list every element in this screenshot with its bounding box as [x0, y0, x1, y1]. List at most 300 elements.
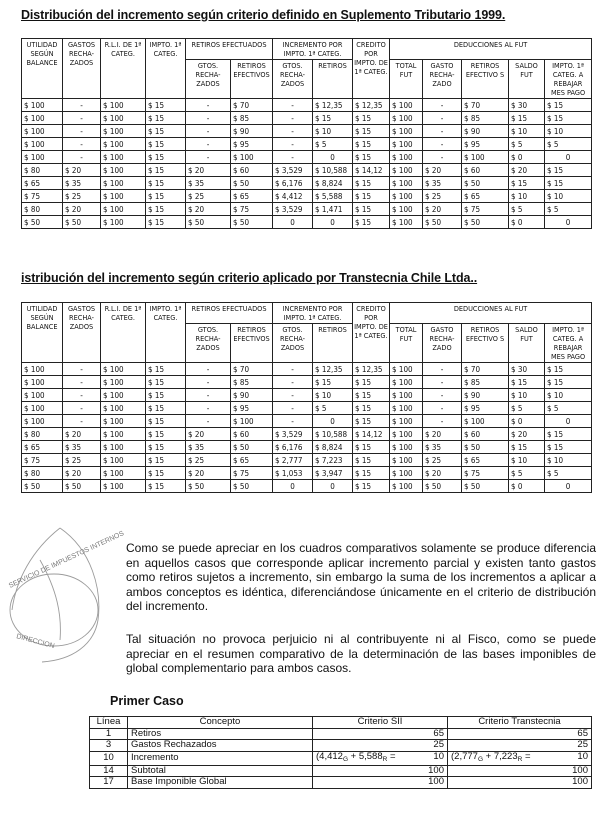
cell-utilidad: $ 100 — [22, 112, 63, 125]
cell-gastos-rechazados: - — [63, 125, 101, 138]
table-row — [22, 363, 592, 376]
cell-gastos-rechazados: $ 35 — [63, 177, 101, 190]
cell-saldo-fut: $ 5 — [509, 467, 545, 480]
cell-retiro-gtos-rechazados: - — [186, 376, 231, 389]
table-row — [22, 441, 592, 454]
case-concepto: Retiros — [128, 728, 313, 740]
cell-saldo-fut: $ 10 — [509, 190, 545, 203]
cell-utilidad: $ 50 — [22, 480, 63, 493]
cell-total-fut: $ 100 — [390, 151, 423, 164]
cell-credito: $ 14,12 — [353, 428, 390, 441]
cell-saldo-fut: $ 15 — [509, 177, 545, 190]
cell-utilidad: $ 80 — [22, 428, 63, 441]
cell-saldo-fut: $ 15 — [509, 376, 545, 389]
table-body-sii — [22, 99, 592, 229]
cell-total-fut: $ 100 — [390, 177, 423, 190]
cell-credito: $ 12,35 — [353, 363, 390, 376]
cell-impto-rebajar: $ 10 — [545, 454, 592, 467]
cell-credito: $ 15 — [353, 467, 390, 480]
cell-retiros-efectivos-fut: $ 85 — [462, 376, 509, 389]
cell-saldo-fut: $ 5 — [509, 138, 545, 151]
cell-gastos-rechazados: $ 35 — [63, 441, 101, 454]
cell-gasto-rechazado: $ 25 — [423, 190, 462, 203]
cell-retiros-efectivos-fut: $ 50 — [462, 441, 509, 454]
cell-impto-rebajar: 0 — [545, 480, 592, 493]
header-total-fut: TOTAL FUT — [390, 60, 423, 99]
header-utilidad: UTILIDAD SEGÚN BALANCE — [22, 303, 63, 363]
cell-inc-retiros: $ 15 — [313, 112, 353, 125]
paragraph-conclusion: Tal situación no provoca perjuicio ni al contribuyente ni al Fisco, como se puede apreciar en el resumen comparativo de la determinación de las bases imponibles de global complementario para ambos casos. — [126, 632, 596, 675]
cell-credito: $ 14,12 — [353, 164, 390, 177]
table-row — [22, 177, 592, 190]
cell-gasto-rechazado: $ 25 — [423, 454, 462, 467]
cell-impto-rebajar: 0 — [545, 216, 592, 229]
cell-gastos-rechazados: - — [63, 138, 101, 151]
cell-retiros-efectivos: $ 50 — [231, 177, 273, 190]
case-sii-value: 100 — [313, 765, 448, 777]
cell-retiro-gtos-rechazados: - — [186, 402, 231, 415]
cell-retiros-efectivos-fut: $ 85 — [462, 112, 509, 125]
cell-saldo-fut: $ 5 — [509, 402, 545, 415]
cell-rli: $ 100 — [101, 376, 146, 389]
cell-retiro-gtos-rechazados: $ 20 — [186, 428, 231, 441]
cell-impto: $ 15 — [146, 216, 186, 229]
cell-inc-gtos-rechazados: - — [273, 363, 313, 376]
cell-rli: $ 100 — [101, 402, 146, 415]
cell-inc-gtos-rechazados: - — [273, 415, 313, 428]
cell-impto-rebajar: $ 10 — [545, 190, 592, 203]
header-inc-gtos-rechazados: GTOS. RECHA-ZADOS — [273, 60, 313, 99]
transtecnia-formula-expression: ($2,777_G + 7,223_R$ = — [451, 750, 531, 763]
cell-rli: $ 100 — [101, 125, 146, 138]
cell-inc-retiros: 0 — [313, 415, 353, 428]
cell-retiros-efectivos-fut: $ 60 — [462, 428, 509, 441]
case-row — [90, 777, 592, 789]
cell-retiros-efectivos: $ 65 — [231, 454, 273, 467]
header-impto-rebajar: IMPTO. 1ª CATEG. A REBAJAR MES PAGO — [545, 60, 592, 99]
cell-utilidad: $ 100 — [22, 363, 63, 376]
cell-credito: $ 15 — [353, 415, 390, 428]
cell-total-fut: $ 100 — [390, 389, 423, 402]
cell-gasto-rechazado: $ 20 — [423, 164, 462, 177]
cell-gasto-rechazado: - — [423, 112, 462, 125]
cell-gastos-rechazados: $ 20 — [63, 428, 101, 441]
case-sii-value: 10 — [433, 750, 444, 762]
cell-retiro-gtos-rechazados: $ 35 — [186, 441, 231, 454]
cell-utilidad: $ 65 — [22, 177, 63, 190]
case-concepto: Subtotal — [128, 765, 313, 777]
case-table — [89, 716, 592, 789]
table-row — [22, 203, 592, 216]
cell-gasto-rechazado: $ 50 — [423, 480, 462, 493]
case-sii-value: 100 — [313, 777, 448, 789]
cell-impto: $ 15 — [146, 164, 186, 177]
cell-impto-rebajar: $ 15 — [545, 441, 592, 454]
cell-inc-gtos-rechazados: 0 — [273, 216, 313, 229]
cell-gastos-rechazados: - — [63, 151, 101, 164]
cell-utilidad: $ 80 — [22, 467, 63, 480]
cell-impto: $ 15 — [146, 402, 186, 415]
comparison-table-sii — [21, 38, 592, 229]
cell-inc-gtos-rechazados: $ 4,412 — [273, 190, 313, 203]
cell-rli: $ 100 — [101, 389, 146, 402]
cell-inc-gtos-rechazados: $ 1,053 — [273, 467, 313, 480]
cell-inc-retiros: $ 10 — [313, 389, 353, 402]
table-row — [22, 480, 592, 493]
cell-retiro-gtos-rechazados: $ 20 — [186, 203, 231, 216]
cell-utilidad: $ 50 — [22, 216, 63, 229]
cell-retiro-gtos-rechazados: - — [186, 138, 231, 151]
cell-retiro-gtos-rechazados: $ 35 — [186, 177, 231, 190]
cell-rli: $ 100 — [101, 441, 146, 454]
cell-saldo-fut: $ 10 — [509, 454, 545, 467]
cell-gastos-rechazados: $ 50 — [63, 480, 101, 493]
cell-total-fut: $ 100 — [390, 454, 423, 467]
cell-gasto-rechazado: - — [423, 376, 462, 389]
cell-gasto-rechazado: - — [423, 99, 462, 112]
case-concepto: Gastos Rechazados — [128, 740, 313, 752]
header-inc-retiros: RETIROS — [313, 60, 353, 99]
cell-retiro-gtos-rechazados: - — [186, 125, 231, 138]
cell-impto: $ 15 — [146, 428, 186, 441]
case-header-sii: Criterio SII — [313, 717, 448, 729]
section-title-transtecnia: istribución del incremento según criterio aplicado por Transtecnia Chile Ltda.. — [21, 271, 478, 285]
cell-credito: $ 15 — [353, 190, 390, 203]
cell-total-fut: $ 100 — [390, 428, 423, 441]
cell-saldo-fut: $ 20 — [509, 164, 545, 177]
header-utilidad: UTILIDAD SEGÚN BALANCE — [22, 39, 63, 99]
cell-rli: $ 100 — [101, 454, 146, 467]
cell-retiros-efectivos: $ 85 — [231, 112, 273, 125]
cell-utilidad: $ 100 — [22, 125, 63, 138]
case-linea: 1 — [90, 728, 128, 740]
header-saldo-fut: SALDO FUT — [509, 324, 545, 363]
header-saldo-fut: SALDO FUT — [509, 60, 545, 99]
cell-gastos-rechazados: - — [63, 112, 101, 125]
cell-credito: $ 15 — [353, 454, 390, 467]
cell-retiro-gtos-rechazados: - — [186, 151, 231, 164]
cell-gastos-rechazados: $ 20 — [63, 203, 101, 216]
cell-utilidad: $ 100 — [22, 402, 63, 415]
case-concepto: Base Imponible Global — [128, 777, 313, 789]
cell-impto: $ 15 — [146, 363, 186, 376]
cell-gasto-rechazado: $ 20 — [423, 428, 462, 441]
cell-inc-gtos-rechazados: - — [273, 112, 313, 125]
cell-retiro-gtos-rechazados: - — [186, 389, 231, 402]
header-gasto-rechazado: GASTO RECHA-ZADO — [423, 324, 462, 363]
cell-saldo-fut: $ 30 — [509, 99, 545, 112]
cell-impto: $ 15 — [146, 415, 186, 428]
cell-inc-retiros: $ 5 — [313, 138, 353, 151]
cell-total-fut: $ 100 — [390, 467, 423, 480]
cell-credito: $ 15 — [353, 112, 390, 125]
header-gastos-rechazados: GASTOS RECHA-ZADOS — [63, 303, 101, 363]
cell-utilidad: $ 100 — [22, 415, 63, 428]
case-sii-formula — [313, 751, 448, 765]
cell-impto: $ 15 — [146, 441, 186, 454]
table-body-transtecnia — [22, 363, 592, 493]
cell-gasto-rechazado: $ 20 — [423, 203, 462, 216]
cell-gasto-rechazado: $ 35 — [423, 177, 462, 190]
cell-total-fut: $ 100 — [390, 441, 423, 454]
stamp-text-top: SERVICIO DE IMPUESTOS INTERNOS — [7, 530, 126, 590]
cell-retiros-efectivos: $ 50 — [231, 216, 273, 229]
cell-credito: $ 15 — [353, 441, 390, 454]
cell-impto-rebajar: $ 15 — [545, 177, 592, 190]
case-concepto: Incremento — [128, 751, 313, 765]
paragraph-comparison: Como se puede apreciar en los cuadros comparativos solamente se produce diferencia en aquellos casos que corresponde aplicar incremento parcial y existen tanto gastos como retiros sujetos a incremento, sin embargo la suma de los incrementos a aplicar a ambos conceptos es idéntica, diferenciándose únicamente en el criterio de distribución del incremento. — [126, 541, 596, 613]
header-credito: CREDITO POR IMPTO. DE 1ª CATEG. — [353, 39, 390, 99]
cell-utilidad: $ 100 — [22, 376, 63, 389]
table-row — [22, 454, 592, 467]
cell-rli: $ 100 — [101, 138, 146, 151]
cell-retiros-efectivos: $ 90 — [231, 125, 273, 138]
table-row — [22, 467, 592, 480]
cell-utilidad: $ 75 — [22, 454, 63, 467]
cell-rli: $ 100 — [101, 112, 146, 125]
cell-total-fut: $ 100 — [390, 203, 423, 216]
comparison-table-transtecnia — [21, 302, 592, 493]
cell-gasto-rechazado: - — [423, 125, 462, 138]
cell-total-fut: $ 100 — [390, 190, 423, 203]
cell-total-fut: $ 100 — [390, 164, 423, 177]
cell-inc-gtos-rechazados: - — [273, 125, 313, 138]
cell-impto: $ 15 — [146, 151, 186, 164]
cell-retiros-efectivos-fut: $ 100 — [462, 415, 509, 428]
cell-retiro-gtos-rechazados: $ 25 — [186, 190, 231, 203]
cell-retiros-efectivos: $ 100 — [231, 151, 273, 164]
cell-credito: $ 12,35 — [353, 99, 390, 112]
cell-credito: $ 15 — [353, 151, 390, 164]
case-transtecnia-formula — [448, 751, 592, 765]
case-row — [90, 765, 592, 777]
table-row — [22, 428, 592, 441]
case-sii-value: 65 — [313, 728, 448, 740]
cell-inc-retiros: $ 10,588 — [313, 428, 353, 441]
cell-saldo-fut: $ 0 — [509, 216, 545, 229]
official-stamp — [2, 520, 126, 670]
cell-inc-retiros: $ 8,824 — [313, 177, 353, 190]
case-transtecnia-value: 100 — [448, 765, 592, 777]
table-row — [22, 125, 592, 138]
cell-impto: $ 15 — [146, 125, 186, 138]
cell-gastos-rechazados: - — [63, 415, 101, 428]
cell-gastos-rechazados: $ 25 — [63, 454, 101, 467]
cell-impto: $ 15 — [146, 99, 186, 112]
header-retiros-efectuados: RETIROS EFECTUADOS — [186, 39, 273, 60]
cell-utilidad: $ 100 — [22, 99, 63, 112]
cell-retiros-efectivos-fut: $ 50 — [462, 480, 509, 493]
case-transtecnia-value: 100 — [448, 777, 592, 789]
cell-impto-rebajar: $ 10 — [545, 125, 592, 138]
cell-retiro-gtos-rechazados: - — [186, 415, 231, 428]
cell-inc-gtos-rechazados: - — [273, 376, 313, 389]
case-sii-value: 25 — [313, 740, 448, 752]
cell-inc-retiros: $ 1,471 — [313, 203, 353, 216]
case-linea: 10 — [90, 751, 128, 765]
cell-impto: $ 15 — [146, 203, 186, 216]
cell-inc-gtos-rechazados: - — [273, 151, 313, 164]
cell-impto-rebajar: $ 5 — [545, 402, 592, 415]
cell-gastos-rechazados: $ 20 — [63, 164, 101, 177]
table-row — [22, 151, 592, 164]
cell-total-fut: $ 100 — [390, 216, 423, 229]
cell-saldo-fut: $ 5 — [509, 203, 545, 216]
cell-impto-rebajar: $ 10 — [545, 389, 592, 402]
cell-credito: $ 15 — [353, 389, 390, 402]
cell-utilidad: $ 65 — [22, 441, 63, 454]
cell-impto: $ 15 — [146, 389, 186, 402]
case-linea: 17 — [90, 777, 128, 789]
case-title: Primer Caso — [110, 694, 184, 708]
cell-inc-gtos-rechazados: - — [273, 389, 313, 402]
cell-rli: $ 100 — [101, 428, 146, 441]
cell-impto-rebajar: $ 5 — [545, 138, 592, 151]
cell-rli: $ 100 — [101, 177, 146, 190]
cell-total-fut: $ 100 — [390, 415, 423, 428]
cell-retiros-efectivos: $ 95 — [231, 138, 273, 151]
cell-impto-rebajar: $ 15 — [545, 376, 592, 389]
header-rli: R.L.I. DE 1ª CATEG. — [101, 39, 146, 99]
cell-utilidad: $ 75 — [22, 190, 63, 203]
cell-utilidad: $ 80 — [22, 203, 63, 216]
cell-credito: $ 15 — [353, 177, 390, 190]
cell-saldo-fut: $ 15 — [509, 441, 545, 454]
cell-credito: $ 15 — [353, 203, 390, 216]
header-gastos-rechazados: GASTOS RECHA-ZADOS — [63, 39, 101, 99]
cell-rli: $ 100 — [101, 216, 146, 229]
header-inc-retiros: RETIROS — [313, 324, 353, 363]
cell-inc-gtos-rechazados: - — [273, 99, 313, 112]
header-retiros-efectivos-fut: RETIROS EFECTIVO S — [462, 60, 509, 99]
cell-rli: $ 100 — [101, 190, 146, 203]
cell-total-fut: $ 100 — [390, 125, 423, 138]
cell-retiros-efectivos: $ 70 — [231, 99, 273, 112]
cell-inc-gtos-rechazados: - — [273, 138, 313, 151]
cell-retiros-efectivos: $ 75 — [231, 203, 273, 216]
cell-inc-retiros: 0 — [313, 216, 353, 229]
cell-utilidad: $ 100 — [22, 138, 63, 151]
cell-credito: $ 15 — [353, 216, 390, 229]
cell-retiros-efectivos: $ 60 — [231, 164, 273, 177]
cell-impto: $ 15 — [146, 467, 186, 480]
cell-impto-rebajar: $ 5 — [545, 203, 592, 216]
header-retiros-efectivos: RETIROS EFECTIVOS — [231, 60, 273, 99]
cell-inc-gtos-rechazados: $ 3,529 — [273, 428, 313, 441]
case-transtecnia-value: 65 — [448, 728, 592, 740]
cell-inc-retiros: $ 8,824 — [313, 441, 353, 454]
cell-retiros-efectivos-fut: $ 75 — [462, 467, 509, 480]
cell-saldo-fut: $ 0 — [509, 151, 545, 164]
cell-gasto-rechazado: - — [423, 363, 462, 376]
cell-retiros-efectivos: $ 100 — [231, 415, 273, 428]
cell-retiros-efectivos-fut: $ 70 — [462, 363, 509, 376]
table-row — [22, 138, 592, 151]
cell-utilidad: $ 80 — [22, 164, 63, 177]
cell-retiros-efectivos-fut: $ 95 — [462, 402, 509, 415]
cell-credito: $ 15 — [353, 138, 390, 151]
cell-retiros-efectivos-fut: $ 50 — [462, 216, 509, 229]
cell-retiros-efectivos: $ 85 — [231, 376, 273, 389]
table-row — [22, 389, 592, 402]
header-incremento: INCREMENTO POR IMPTO. 1ª CATEG. — [273, 303, 353, 324]
cell-inc-gtos-rechazados: $ 3,529 — [273, 203, 313, 216]
section-title-sii: Distribución del incremento según criterio definido en Suplemento Tributario 1999. — [21, 8, 506, 22]
cell-saldo-fut: $ 0 — [509, 415, 545, 428]
header-impto: IMPTO. 1ª CATEG. — [146, 303, 186, 363]
cell-gasto-rechazado: - — [423, 389, 462, 402]
cell-retiro-gtos-rechazados: $ 20 — [186, 467, 231, 480]
sii-formula-expression: ($4,412_G + 5,588_R$ = — [316, 750, 396, 763]
cell-credito: $ 15 — [353, 480, 390, 493]
header-total-fut: TOTAL FUT — [390, 324, 423, 363]
cell-rli: $ 100 — [101, 151, 146, 164]
cell-gasto-rechazado: $ 35 — [423, 441, 462, 454]
header-gtos-rechazados: GTOS. RECHA-ZADOS — [186, 324, 231, 363]
cell-credito: $ 15 — [353, 125, 390, 138]
cell-rli: $ 100 — [101, 99, 146, 112]
case-row — [90, 751, 592, 765]
cell-retiros-efectivos: $ 90 — [231, 389, 273, 402]
table-row — [22, 99, 592, 112]
cell-gasto-rechazado: $ 50 — [423, 216, 462, 229]
table-row — [22, 190, 592, 203]
cell-inc-retiros: $ 5,588 — [313, 190, 353, 203]
cell-gasto-rechazado: - — [423, 402, 462, 415]
cell-gastos-rechazados: $ 20 — [63, 467, 101, 480]
case-row — [90, 728, 592, 740]
table-row — [22, 112, 592, 125]
cell-rli: $ 100 — [101, 480, 146, 493]
case-transtecnia-value: 25 — [448, 740, 592, 752]
cell-inc-retiros: $ 7,223 — [313, 454, 353, 467]
cell-gasto-rechazado: $ 20 — [423, 467, 462, 480]
cell-retiro-gtos-rechazados: $ 50 — [186, 216, 231, 229]
cell-retiro-gtos-rechazados: $ 25 — [186, 454, 231, 467]
cell-gasto-rechazado: - — [423, 138, 462, 151]
table-row — [22, 376, 592, 389]
cell-inc-retiros: $ 10,588 — [313, 164, 353, 177]
table-row — [22, 216, 592, 229]
cell-impto: $ 15 — [146, 190, 186, 203]
cell-retiros-efectivos: $ 50 — [231, 441, 273, 454]
cell-gastos-rechazados: - — [63, 389, 101, 402]
case-row — [90, 740, 592, 752]
cell-impto: $ 15 — [146, 480, 186, 493]
cell-total-fut: $ 100 — [390, 138, 423, 151]
cell-retiro-gtos-rechazados: $ 50 — [186, 480, 231, 493]
cell-total-fut: $ 100 — [390, 112, 423, 125]
cell-inc-gtos-rechazados: $ 3,529 — [273, 164, 313, 177]
header-deducciones: DEDUCCIONES AL FUT — [390, 39, 592, 60]
cell-retiros-efectivos: $ 75 — [231, 467, 273, 480]
cell-retiro-gtos-rechazados: $ 20 — [186, 164, 231, 177]
cell-retiros-efectivos: $ 60 — [231, 428, 273, 441]
cell-retiro-gtos-rechazados: - — [186, 99, 231, 112]
cell-inc-gtos-rechazados: 0 — [273, 480, 313, 493]
cell-gasto-rechazado: - — [423, 151, 462, 164]
table-row — [22, 164, 592, 177]
cell-retiro-gtos-rechazados: - — [186, 363, 231, 376]
cell-inc-gtos-rechazados: $ 6,176 — [273, 441, 313, 454]
cell-rli: $ 100 — [101, 363, 146, 376]
cell-saldo-fut: $ 10 — [509, 389, 545, 402]
cell-impto: $ 15 — [146, 376, 186, 389]
cell-saldo-fut: $ 0 — [509, 480, 545, 493]
cell-gastos-rechazados: - — [63, 376, 101, 389]
cell-inc-gtos-rechazados: - — [273, 402, 313, 415]
cell-impto-rebajar: $ 15 — [545, 363, 592, 376]
